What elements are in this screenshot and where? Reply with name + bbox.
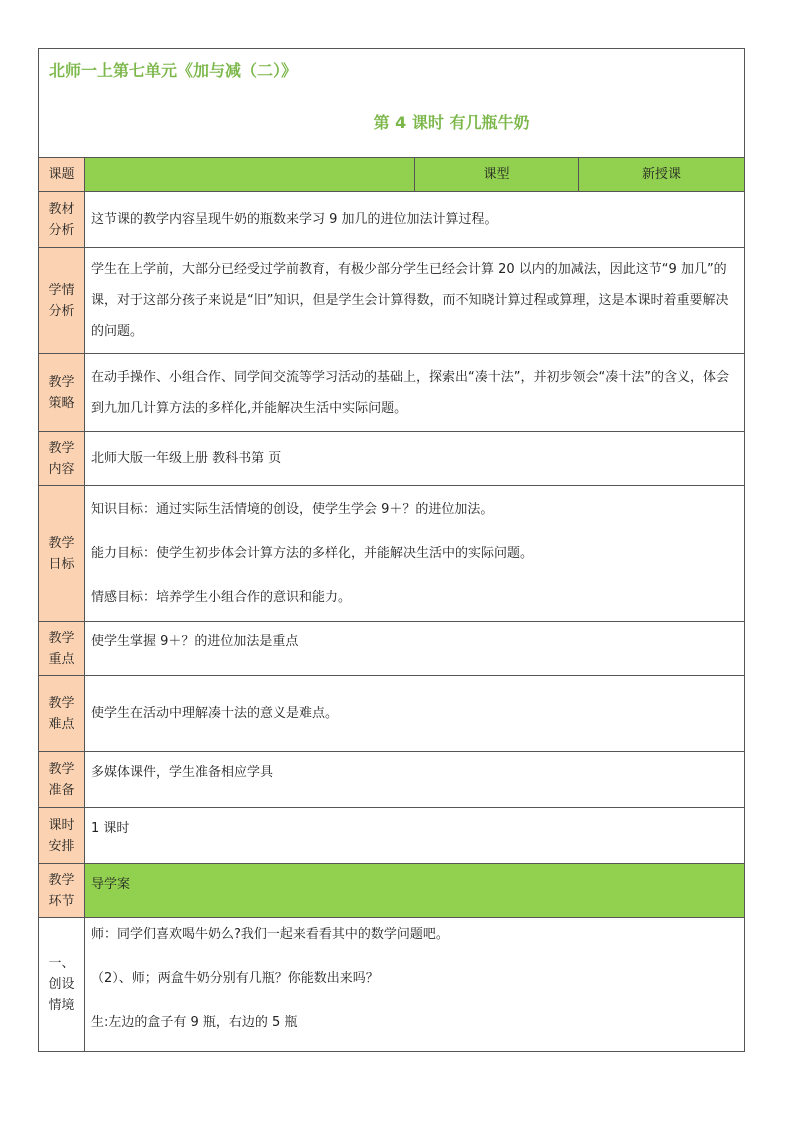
row-label: 教学 环节 — [39, 864, 85, 918]
row-content: 使学生在活动中理解凑十法的意义是难点。 — [85, 676, 745, 752]
row-label: 教学 难点 — [39, 676, 85, 752]
row-label: 教学 准备 — [39, 752, 85, 808]
row-difficulty — [39, 676, 745, 752]
row-content: 在动手操作、小组合作、同学间交流等学习活动的基础上，探索出“凑十法”，并初步领会“凑十法”的含义，体会到九加几计算方法的多样化,并能解决生活中实际问题。 — [85, 354, 745, 432]
row-strategy — [39, 354, 745, 432]
lesson-plan-page — [38, 48, 744, 1052]
header-row — [39, 49, 745, 158]
row-content: 使学生掌握 9＋？的进位加法是重点 — [85, 622, 745, 676]
document-title: 北师一上第七单元《加与减（二）》 — [49, 61, 298, 80]
row-label: 一、 创设 情境 — [39, 918, 85, 1052]
row-content: 这节课的教学内容呈现牛奶的瓶数来学习 9 加几的进位加法计算过程。 — [85, 192, 745, 248]
row-content: 导学案 — [85, 864, 745, 918]
row-prep — [39, 752, 745, 808]
topic-row — [39, 158, 745, 192]
lesson-type-value: 新授课 — [579, 158, 745, 192]
row-content: 北师大版一年级上册 教科书第 页 — [85, 432, 745, 486]
row-key — [39, 622, 745, 676]
row-content: 知识目标：通过实际生活情境的创设，使学生学会 9＋？的进位加法。 能力目标：使学生初步体会计算方法的多样化，并能解决生活中的实际问题。 情感目标：培养学生小组合作的意识和能力。 — [85, 486, 745, 622]
row-label: 教材 分析 — [39, 192, 85, 248]
row-goals — [39, 486, 745, 622]
lesson-plan-table — [38, 48, 745, 1052]
row-label: 教学 内容 — [39, 432, 85, 486]
row-label: 教学 策略 — [39, 354, 85, 432]
row-students — [39, 248, 745, 354]
lesson-type-label: 课型 — [415, 158, 579, 192]
row-content: 多媒体课件，学生准备相应学具 — [85, 752, 745, 808]
header-cell — [39, 49, 745, 158]
row-content: 学生在上学前，大部分已经受过学前教育，有极少部分学生已经会计算 20 以内的加减法，因此这节“9 加几”的课，对于这部分孩子来说是“旧”知识，但是学生会计算得数，而不知晓计算过程或算理，这是本课时着重要解决的问题。 — [85, 248, 745, 354]
row-label: 课时 安排 — [39, 808, 85, 864]
row-content-ref — [39, 432, 745, 486]
row-label: 教学 重点 — [39, 622, 85, 676]
row-content: 师：同学们喜欢喝牛奶么?我们一起来看看其中的数学问题吧。 （2）、师；两盒牛奶分别有几瓶？你能数出来吗？ 生:左边的盒子有 9 瓶，右边的 5 瓶 — [85, 918, 745, 1052]
lesson-subtitle: 第 4 课时 有几瓶牛奶 — [373, 113, 530, 132]
row-stage — [39, 864, 745, 918]
row-analysis — [39, 192, 745, 248]
row-content: 1 课时 — [85, 808, 745, 864]
row-label: 学情 分析 — [39, 248, 85, 354]
row-schedule — [39, 808, 745, 864]
row-label: 教学 日标 — [39, 486, 85, 622]
row-situation — [39, 918, 745, 1052]
topic-label: 课题 — [39, 158, 85, 192]
topic-value — [85, 158, 415, 192]
